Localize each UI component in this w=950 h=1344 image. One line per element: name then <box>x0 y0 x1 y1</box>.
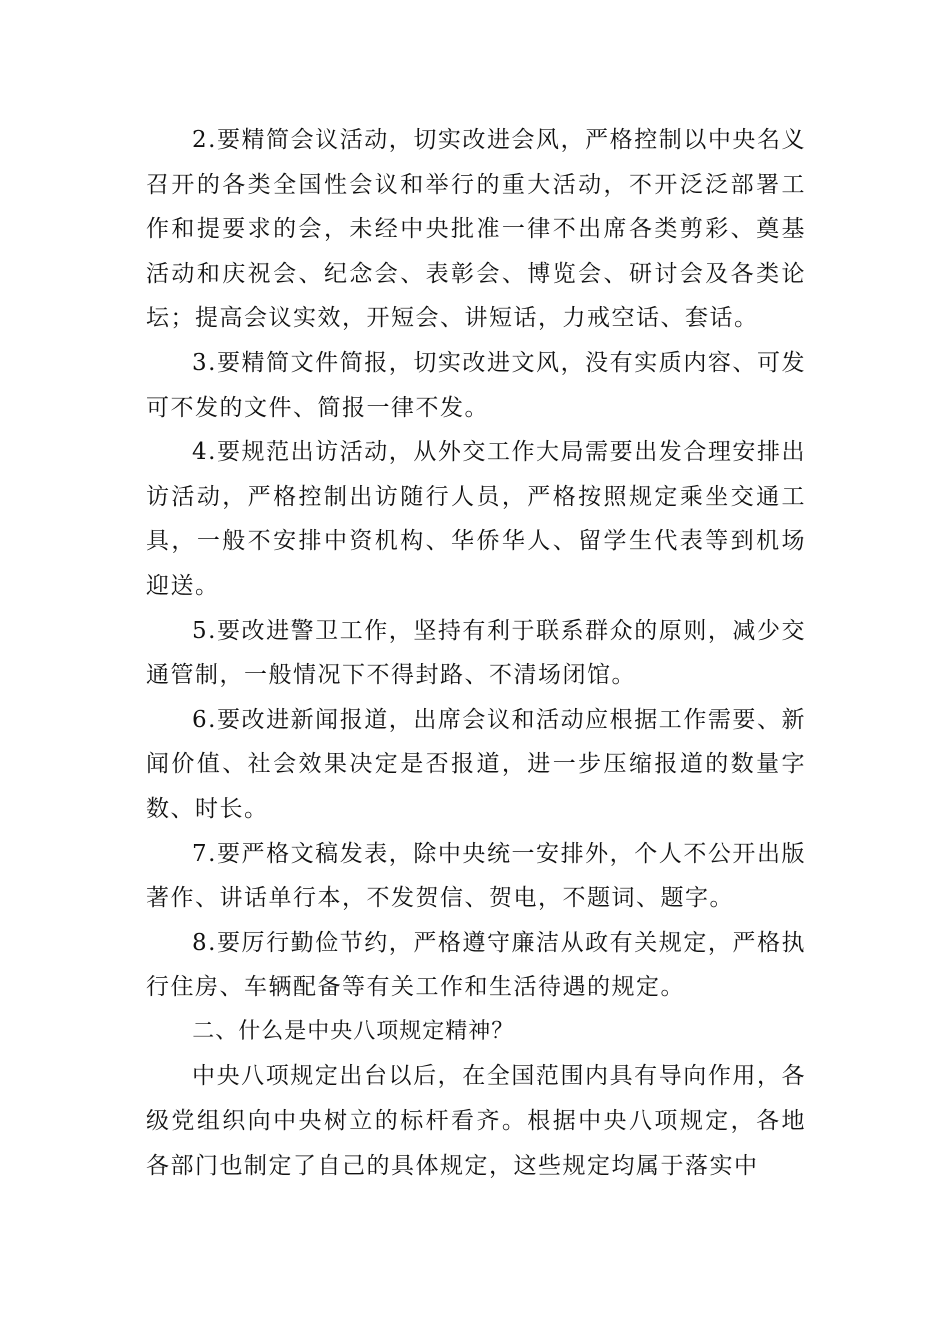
section-heading: 二、什么是中央八项规定精神？ <box>192 1018 515 1044</box>
paragraph-item-3: 3.要精简文件简报，切实改进文风，没有实质内容、可发可不发的文件、简报一律不发。 <box>146 349 806 421</box>
paragraph-item-4: 4.要规范出访活动，从外交工作大局需要出发合理安排出访活动，严格控制出访随行人员，严格按照规定乘坐交通工具，一般不安排中资机构、华侨华人、留学生代表等到机场迎送。 <box>146 439 806 599</box>
paragraph-item-6: 6.要改进新闻报道，出席会议和活动应根据工作需要、新闻价值、社会效果决定是否报道，进一步压缩报道的数量字数、时长。 <box>146 706 806 822</box>
paragraph-item-2: 2.要精简会议活动，切实改进会风，严格控制以中央名义召开的各类全国性会议和举行的重大活动，不开泛泛部署工作和提要求的会，未经中央批准一律不出席各类剪彩、奠基活动和庆祝会、纪念会、表彰会、博览会、研讨会及各类论坛；提高会议实效，开短会、讲短话，力戒空话、套话。 <box>146 127 806 332</box>
closing-paragraph: 中央八项规定出台以后，在全国范围内具有导向作用，各级党组织向中央树立的标杆看齐。根据中央八项规定，各地各部门也制定了自己的具体规定，这些规定均属于落实中 <box>146 1063 806 1179</box>
document-page <box>146 118 806 1188</box>
paragraph-item-7: 7.要严格文稿发表，除中央统一安排外，个人不公开出版著作、讲话单行本，不发贺信、贺电，不题词、题字。 <box>146 840 806 912</box>
paragraph-item-8: 8.要厉行勤俭节约，严格遵守廉洁从政有关规定，严格执行住房、车辆配备等有关工作和生活待遇的规定。 <box>146 929 806 1001</box>
paragraph-item-5: 5.要改进警卫工作，坚持有利于联系群众的原则，减少交通管制，一般情况下不得封路、不清场闭馆。 <box>146 617 806 689</box>
